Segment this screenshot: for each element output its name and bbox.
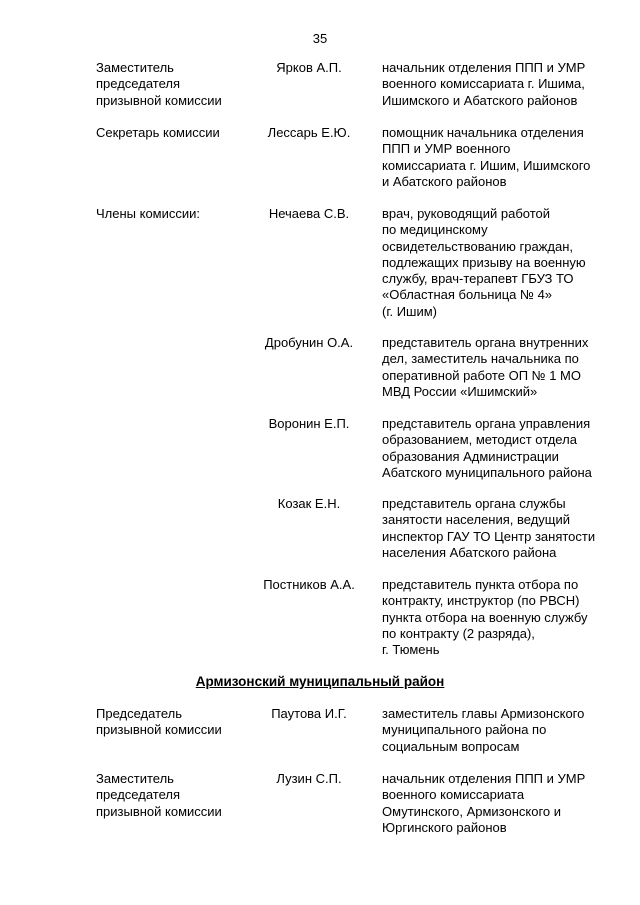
- entry-description: начальник отделения ППП и УМР военного комиссариата г. Ишима, Ишимского и Абатского районов: [382, 60, 586, 108]
- entry-description: представитель пункта отбора по контракту, инструктор (по РВСН) пункта отбора на военную службу по контракту (2 разряда), г. Тюмень: [382, 577, 588, 658]
- entry-description: врач, руководящий работой по медицинскому освидетельствованию граждан, подлежащих призыву на военную службу, врач-терапевт ГБУЗ ТО «Областная больница № 4» (г. Ишим): [382, 206, 586, 319]
- entry-name: Паутова И.Г.: [271, 706, 347, 721]
- entry-role: Члены комиссии:: [96, 206, 201, 221]
- entry-name: Постников А.А.: [263, 577, 355, 592]
- entry-role: Заместитель председателя призывной комиссии: [96, 771, 222, 819]
- entry-name: Лессарь Е.Ю.: [267, 125, 351, 140]
- entry-description: помощник начальника отделения ППП и УМР военного комиссариата г. Ишим, Ишимского и Абатского районов: [382, 125, 591, 189]
- entry-name: Лузин С.П.: [276, 771, 342, 786]
- entry-role: Секретарь комиссии: [96, 125, 220, 140]
- entry-description: представитель органа управления образованием, методист отдела образования Администрации Абатского муниципального района: [382, 416, 592, 480]
- entry-description: заместитель главы Армизонского муниципального района по социальным вопросам: [382, 706, 585, 754]
- entry-name: Воронин Е.П.: [268, 416, 350, 431]
- entry-description: представитель органа внутренних дел, заместитель начальника по оперативной работе ОП № 1 МО МВД России «Ишимский»: [382, 335, 589, 399]
- entry-name: Дробунин О.А.: [264, 335, 354, 350]
- entry-description: представитель органа службы занятости населения, ведущий инспектор ГАУ ТО Центр занятости населения Абатского района: [382, 496, 596, 560]
- entry-name: Нечаева С.В.: [268, 206, 350, 221]
- entry-role: Председатель призывной комиссии: [96, 706, 222, 738]
- section-heading: Армизонский муниципальный район: [195, 674, 445, 689]
- entry-description: начальник отделения ППП и УМР военного комиссариата Омутинского, Армизонского и Юргинского районов: [382, 771, 586, 835]
- entry-name: Ярков А.П.: [276, 60, 342, 75]
- entry-role: Заместитель председателя призывной комиссии: [96, 60, 222, 108]
- entry-name: Козак Е.Н.: [277, 496, 341, 511]
- page-number: 35: [312, 31, 328, 46]
